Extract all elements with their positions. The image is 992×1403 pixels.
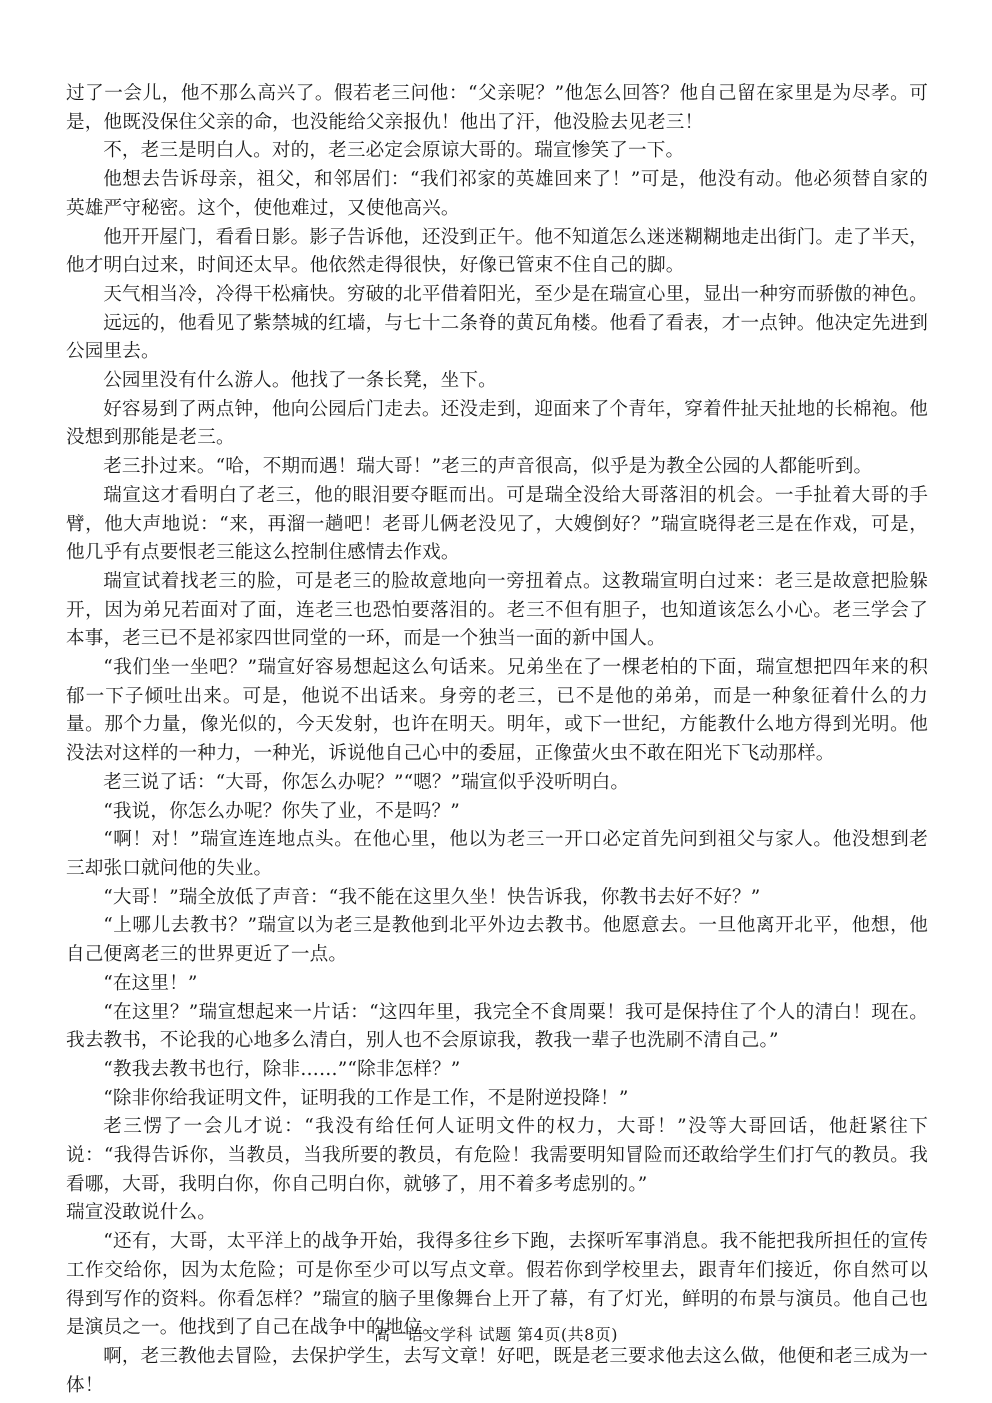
paragraph-21: “除非你给我证明文件，证明我的工作是工作，不是附逆投降！” <box>103 1087 629 1109</box>
paragraph-7: 公园里没有什么游人。他找了一条长凳，坐下。 <box>103 370 497 392</box>
page-footer: 高一语文学科 试题 第4页(共8页) <box>373 1325 619 1344</box>
paragraph-1: 过了一会儿，他不那么高兴了。假若老三问他：“父亲呢？”他怎么回答？他自己留在家里是为尽孝。可是，他既没保住父亲的命，也没能给父亲报仇！他出了汗，他没脸去见老三！ <box>66 83 928 133</box>
paragraph-24: “还有，大哥，太平洋上的战争开始，我得多往乡下跑，去探听军事消息。我不能把我所担任的宣传工作交给你，因为太危险；可是你至少可以写点文章。假若你到学校里去，跟青年们接近，你自然可以得到写作的资料。你看怎样？”瑞宣的脑子里像舞台上开了幕，有了灯光，鲜明的布景与演员。他自己也是演员之一。他找到了自己在战争中的地位。 <box>66 1231 928 1339</box>
paragraph-12: “我们坐一坐吧？”瑞宣好容易想起这么句话来。兄弟坐在了一棵老柏的下面，瑞宣想把四年来的积郁一下子倾吐出来。可是，他说不出话来。身旁的老三，已不是他的弟弟，而是一种象征着什么的力量。那个力量，像光似的，今天发射，也许在明天。明年，或下一世纪，方能教什么地方得到光明。他没法对这样的一种力，一种光，诉说他自己心中的委屈，正像萤火虫不敢在阳光下飞动那样。 <box>66 657 928 765</box>
paragraph-8: 好容易到了两点钟，他向公园后门走去。还没走到，迎面来了个青年，穿着件扯天扯地的长棉袍。他没想到那能是老三。 <box>66 398 928 449</box>
paragraph-18: “在这里！” <box>103 972 198 994</box>
paragraph-3: 他想去告诉母亲，祖父，和邻居们：“我们祁家的英雄回来了！”可是，他没有动。他必须替自家的英雄严守秘密。这个，使他难过，又使他高兴。 <box>66 169 928 219</box>
paragraph-22: 老三愣了一会儿才说：“我没有给任何人证明文件的权力，大哥！”没等大哥回话，他赶紧往下说：“我得告诉你，当教员，当我所要的教员，有危险！我需要明知冒险而还敢给学生们打气的教员。我看哪，大哥，我明白你，你自己明白你，就够了，用不着多考虑别的。” <box>66 1116 928 1195</box>
paragraph-19: “在这里？”瑞宣想起来一片话：“这四年里，我完全不食周粟！我可是保持住了个人的清白！现在。我去教书，不论我的心地多么清白，别人也不会原谅我，教我一辈子也洗刷不清自己。” <box>66 1001 928 1052</box>
paragraph-25: 啊，老三教他去冒险，去保护学生，去写文章！好吧，既是老三要求他去这么做，他便和老三成为一体！ <box>66 1345 928 1396</box>
paragraph-13: 老三说了话：“大哥，你怎么办呢？”“嗯？”瑞宣似乎没听明白。 <box>103 771 630 793</box>
paragraph-6: 远远的，他看见了紫禁城的红墙，与七十二条脊的黄瓦角楼。他看了看表，才一点钟。他决定先进到公园里去。 <box>66 312 928 363</box>
paragraph-2: 不，老三是明白人。对的，老三必定会原谅大哥的。瑞宣惨笑了一下。 <box>103 140 685 162</box>
document-body <box>66 80 928 1400</box>
paragraph-11: 瑞宣试着找老三的脸，可是老三的脸故意地向一旁扭着点。这教瑞宣明白过来：老三是故意把脸躲开，因为弟兄若面对了面，连老三也恐怕要落泪的。老三不但有胆子，也知道该怎么小心。老三学会了本事，老三已不是祁家四世同堂的一环，而是一个独当一面的新中国人。 <box>66 570 928 650</box>
paragraph-9: 老三扑过来。“哈，不期而遇！瑞大哥！”老三的声音很高，似乎是为教全公园的人都能听到。 <box>103 456 873 478</box>
paragraph-16: “大哥！”瑞全放低了声音：“我不能在这里久坐！快告诉我，你教书去好不好？” <box>103 886 761 908</box>
paragraph-14: “我说，你怎么办呢？你失了业，不是吗？” <box>103 800 460 822</box>
paragraph-15: “啊！对！”瑞宣连连地点头。在他心里，他以为老三一开口必定首先问到祖父与家人。他没想到老三却张口就问他的失业。 <box>66 829 928 879</box>
paragraph-23: 瑞宣没敢说什么。 <box>66 1202 216 1224</box>
paragraph-10: 瑞宣这才看明白了老三，他的眼泪要夺眶而出。可是瑞全没给大哥落泪的机会。一手扯着大哥的手臂，他大声地说：“来，再溜一趟吧！老哥儿俩老没见了，大嫂倒好？”瑞宣晓得老三是在作戏，可是，他几乎有点要恨老三能这么控制住感情去作戏。 <box>66 484 928 564</box>
paragraph-5: 天气相当冷，冷得干松痛快。穷破的北平借着阳光，至少是在瑞宣心里，显出一种穷而骄傲的神色。 <box>103 283 928 305</box>
paragraph-4: 他开开屋门，看看日影。影子告诉他，还没到正午。他不知道怎么迷迷糊糊地走出街门。走了半天，他才明白过来，时间还太早。他依然走得很快，好像已管束不住自己的脚。 <box>66 226 928 277</box>
paragraph-20: “教我去教书也行，除非……”“除非怎样？” <box>103 1058 461 1080</box>
paragraph-17: “上哪儿去教书？”瑞宣以为老三是教他到北平外边去教书。他愿意去。一旦他离开北平，他想，他自己便离老三的世界更近了一点。 <box>66 915 928 966</box>
